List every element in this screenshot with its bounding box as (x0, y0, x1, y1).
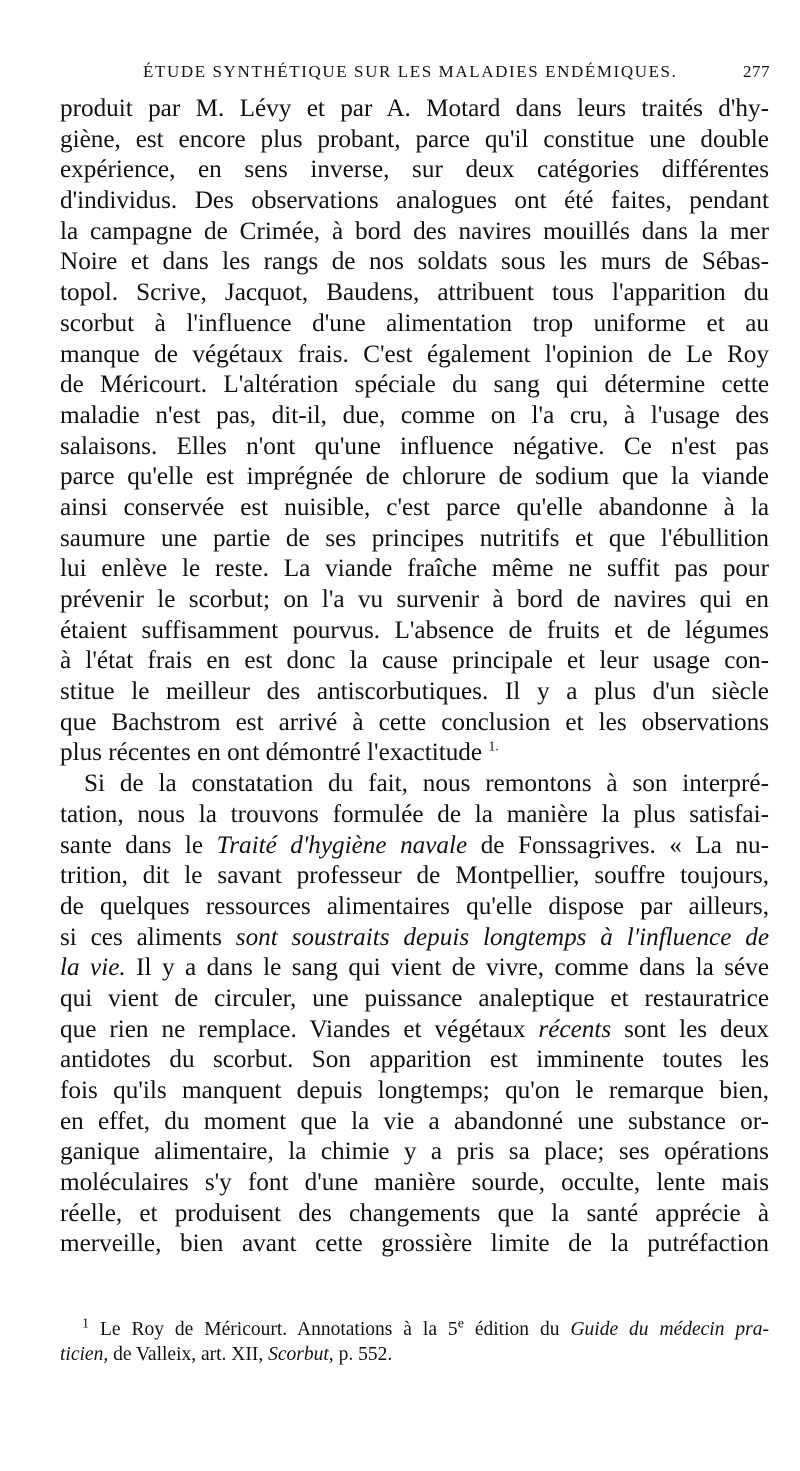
text-line: expérience, en sens inverse, sur deux catégories différentes (60, 156, 769, 184)
text-line: réelle, et produisent des changements que la santé apprécie à (60, 1199, 769, 1227)
text-line: merveille, bien avant cette grossière limite de la putréfaction (60, 1230, 769, 1258)
text-line: giène, est encore plus probant, parce qu'il constitue une double (60, 125, 769, 153)
footnote-text: Le Roy de Méricourt. Annotations à la 5 (99, 1319, 458, 1340)
text-line: trition, dit le savant professeur de Montpellier, souffre toujours, (60, 862, 769, 890)
text-line (60, 831, 769, 862)
text-line: la campagne de Crimée, à bord des navires mouillés dans la mer (60, 217, 769, 245)
footnote-italic: Scorbut, (268, 1343, 334, 1365)
text-segment: plus récentes en ont démontré l'exactitude (60, 739, 483, 767)
running-title: ÉTUDE SYNTHÉTIQUE SUR LES MALADIES ENDÉMIQUES. (143, 62, 678, 81)
text-line: prévenir le scorbut; on l'a vu survenir à bord de navires qui en (60, 586, 769, 613)
text-line: parce qu'elle est imprégnée de chlorure de sodium que la viande (60, 463, 769, 491)
text-line: scorbut à l'influence d'une alimentation trop uniforme et au (60, 309, 769, 337)
footnote-text: de Valleix, art. XII, (113, 1343, 264, 1365)
italic-phrase: la vie. (60, 954, 126, 982)
text-line: Noire et dans les rangs de nos soldats sous les murs de Sébas- (60, 248, 769, 276)
footnote-line (60, 1343, 769, 1368)
text-line: saumure une partie de ses principes nutritifs et que l'ébullition (60, 524, 769, 552)
page-number: 277 (743, 62, 770, 81)
italic-phrase: sont soustraits depuis longtemps à l'influence de (235, 923, 769, 951)
footnote-italic: Guide du médecin pra- (570, 1319, 769, 1340)
text-line: ainsi conservée est nuisible, c'est parce qu'elle abandonne à la (60, 493, 769, 521)
footnote-text: p. 552. (338, 1343, 393, 1365)
text-line: fois qu'ils manquent depuis longtemps; qu'on le remarque bien, (60, 1077, 769, 1104)
italic-title: Traité d'hygiène navale (216, 831, 468, 859)
text-line: lui enlève le reste. La viande fraîche même ne suffit pas pour (60, 555, 769, 583)
footnote-italic: ticien, (60, 1343, 109, 1365)
text-line: manque de végétaux frais. C'est également l'opinion de Le Roy (60, 340, 769, 368)
text-line (60, 953, 769, 984)
footnote-text: édition du (463, 1319, 560, 1340)
body-text (60, 94, 769, 1260)
text-line: moléculaires s'y font d'une manière sourde, occulte, lente mais (60, 1169, 769, 1197)
text-line: de quelques ressources alimentaires qu'elle dispose par ailleurs, (60, 892, 769, 920)
text-line: qui vient de circuler, une puissance analeptique et restauratrice (60, 984, 769, 1012)
running-head (60, 62, 770, 90)
footnote-mark: 1 (82, 1316, 89, 1332)
text-line: en effet, du moment que la vie a abandonné une substance or- (60, 1107, 769, 1135)
text-line (60, 738, 769, 769)
text-line: topol. Scrive, Jacquot, Baudens, attribuent tous l'apparition du (60, 279, 769, 307)
text-segment: de Fonssagrives. « La nu- (480, 831, 770, 859)
text-line: ganique alimentaire, la chimie y a pris sa place; ses opérations (60, 1138, 769, 1166)
text-line: Si de la constatation du fait, nous remontons à son interpré- (84, 770, 769, 798)
italic-word: récents (538, 1015, 612, 1043)
text-segment: sante dans le (60, 831, 204, 859)
text-segment: que rien ne remplace. Viandes et végétaux (60, 1015, 526, 1043)
footnote (60, 1318, 769, 1367)
footnote-line (60, 1318, 769, 1343)
text-line: produit par M. Lévy et par A. Motard dans leurs traités d'hy- (60, 95, 769, 122)
footnote-superscript: e (457, 1316, 464, 1332)
text-line: salaisons. Elles n'ont qu'une influence négative. Ce n'est pas (60, 432, 769, 460)
text-line: stitue le meilleur des antiscorbutiques. Il y a plus d'un siècle (60, 678, 769, 706)
text-line (60, 1015, 769, 1046)
text-line: étaient suffisamment pourvus. L'absence de fruits et de légumes (60, 616, 769, 644)
text-line: maladie n'est pas, dit-il, due, comme on l'a cru, à l'usage des (60, 401, 769, 429)
text-line: à l'état frais en est donc la cause principale et leur usage con- (60, 647, 769, 675)
text-line: que Bachstrom est arrivé à cette conclusion et les observations (60, 708, 769, 736)
text-line: d'individus. Des observations analogues ont été faites, pendant (60, 187, 769, 215)
footnote-reference: 1. (488, 740, 499, 756)
text-segment: Il y a dans le sang qui vient de vivre, comme dans la séve (136, 954, 770, 982)
text-line: antidotes du scorbut. Son apparition est imminente toutes les (60, 1046, 769, 1074)
text-segment: sont les deux (624, 1015, 770, 1043)
text-line: tation, nous la trouvons formulée de la manière la plus satisfai- (60, 800, 769, 828)
text-line: de Méricourt. L'altération spéciale du sang qui détermine cette (60, 371, 769, 399)
text-segment: si ces aliments (60, 923, 222, 951)
text-line (60, 923, 769, 954)
